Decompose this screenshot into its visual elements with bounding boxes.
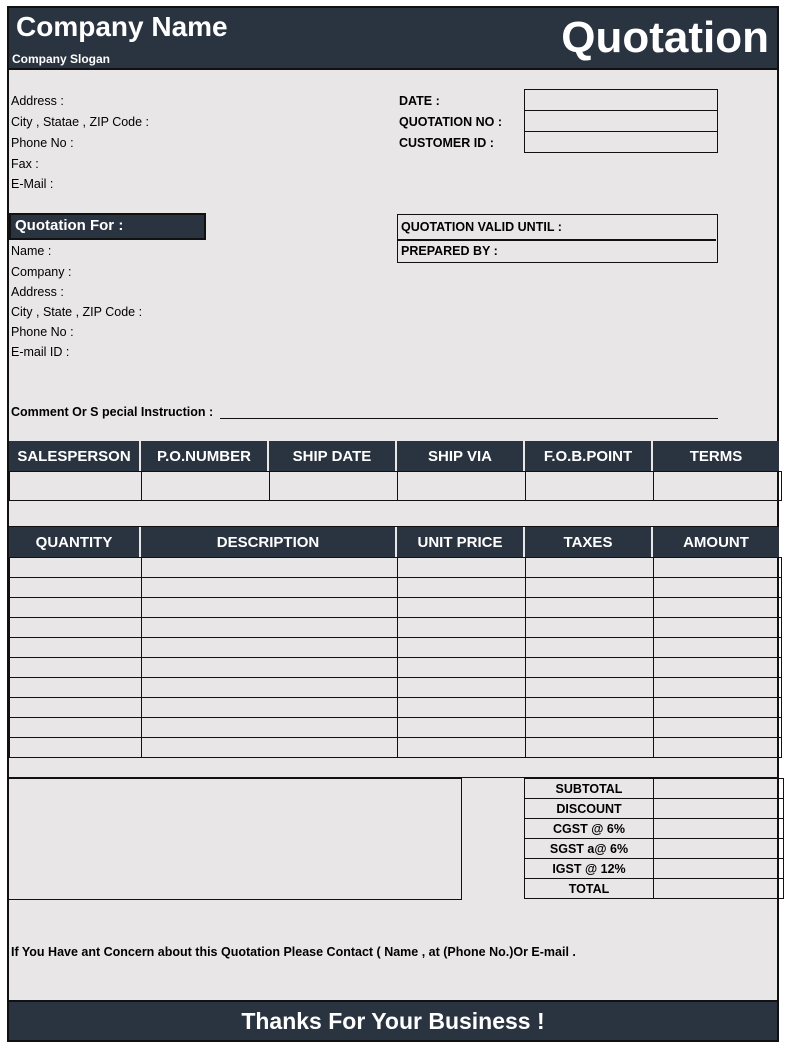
col-fob-point: F.O.B.POINT bbox=[525, 441, 653, 471]
validity-divider bbox=[398, 239, 716, 241]
quantity-cell[interactable] bbox=[10, 598, 142, 618]
unit-price-cell[interactable] bbox=[398, 618, 526, 638]
table-row bbox=[10, 738, 782, 758]
taxes-cell[interactable] bbox=[526, 618, 654, 638]
company-address-label: Address : bbox=[11, 94, 64, 108]
table-row bbox=[10, 658, 782, 678]
company-phone-label: Phone No : bbox=[11, 136, 74, 150]
amount-cell[interactable] bbox=[654, 578, 782, 598]
amount-cell[interactable] bbox=[654, 698, 782, 718]
footer-bar bbox=[9, 1000, 777, 1040]
quantity-cell[interactable] bbox=[10, 578, 142, 598]
unit-price-cell[interactable] bbox=[398, 578, 526, 598]
discount-value[interactable] bbox=[654, 799, 784, 819]
subtotal-label: SUBTOTAL bbox=[525, 779, 654, 799]
customer-id-label: CUSTOMER ID : bbox=[399, 136, 494, 150]
comment-line[interactable] bbox=[220, 418, 718, 419]
quantity-cell[interactable] bbox=[10, 558, 142, 578]
quotation-no-field[interactable] bbox=[524, 110, 718, 132]
company-city-label: City , Statae , ZIP Code : bbox=[11, 115, 150, 129]
unit-price-cell[interactable] bbox=[398, 658, 526, 678]
company-name: Company Name bbox=[16, 11, 228, 42]
table-row bbox=[10, 638, 782, 658]
table-row bbox=[10, 698, 782, 718]
date-label: DATE : bbox=[399, 94, 440, 108]
quantity-cell[interactable] bbox=[10, 658, 142, 678]
description-cell[interactable] bbox=[142, 598, 398, 618]
shipping-header bbox=[9, 441, 779, 471]
unit-price-cell[interactable] bbox=[398, 558, 526, 578]
sgst-value[interactable] bbox=[654, 839, 784, 859]
taxes-cell[interactable] bbox=[526, 638, 654, 658]
fob-point-cell[interactable] bbox=[526, 472, 654, 501]
discount-label: DISCOUNT bbox=[525, 799, 654, 819]
quantity-cell[interactable] bbox=[10, 618, 142, 638]
prepared-by-label: PREPARED BY : bbox=[401, 244, 498, 258]
items-header bbox=[9, 527, 779, 557]
description-cell[interactable] bbox=[142, 698, 398, 718]
taxes-cell[interactable] bbox=[526, 658, 654, 678]
sgst-label: SGST a@ 6% bbox=[525, 839, 654, 859]
contact-note: If You Have ant Concern about this Quotation Please Contact ( Name , at (Phone No.)Or E-mail . bbox=[11, 945, 576, 959]
col-ship-date: SHIP DATE bbox=[269, 441, 397, 471]
amount-cell[interactable] bbox=[654, 558, 782, 578]
col-taxes: TAXES bbox=[525, 527, 653, 557]
col-salesperson: SALESPERSON bbox=[9, 441, 141, 471]
col-terms: TERMS bbox=[689, 447, 743, 465]
table-row bbox=[10, 678, 782, 698]
total-label: TOTAL bbox=[525, 879, 654, 899]
taxes-cell[interactable] bbox=[526, 698, 654, 718]
amount-cell[interactable] bbox=[654, 638, 782, 658]
company-email-label: E-Mail : bbox=[11, 177, 54, 191]
table-row bbox=[10, 618, 782, 638]
unit-price-cell[interactable] bbox=[398, 718, 526, 738]
unit-price-cell[interactable] bbox=[398, 638, 526, 658]
taxes-cell[interactable] bbox=[526, 738, 654, 758]
col-quantity: QUANTITY bbox=[9, 527, 141, 557]
col-po-number: P.O.NUMBER bbox=[141, 441, 269, 471]
quantity-cell[interactable] bbox=[10, 678, 142, 698]
notes-box[interactable] bbox=[9, 778, 462, 900]
table-row bbox=[10, 558, 782, 578]
taxes-cell[interactable] bbox=[526, 718, 654, 738]
document-title: Quotation bbox=[561, 13, 769, 62]
table-row bbox=[10, 578, 782, 598]
col-ship-via: SHIP VIA bbox=[397, 441, 525, 471]
cgst-label: CGST @ 6% bbox=[525, 819, 654, 839]
unit-price-cell[interactable] bbox=[398, 678, 526, 698]
client-phone-label: Phone No : bbox=[11, 325, 74, 339]
amount-cell[interactable] bbox=[654, 718, 782, 738]
amount-cell[interactable] bbox=[654, 618, 782, 638]
salesperson-cell[interactable] bbox=[10, 472, 142, 501]
total-value[interactable] bbox=[654, 879, 784, 899]
unit-price-cell[interactable] bbox=[398, 738, 526, 758]
taxes-cell[interactable] bbox=[526, 578, 654, 598]
quantity-cell[interactable] bbox=[10, 738, 142, 758]
terms-cell[interactable] bbox=[654, 472, 782, 501]
description-cell[interactable] bbox=[142, 718, 398, 738]
date-field[interactable] bbox=[524, 89, 718, 111]
description-cell[interactable] bbox=[142, 638, 398, 658]
client-company-label: Company : bbox=[11, 265, 72, 279]
shipping-row bbox=[9, 471, 782, 501]
taxes-cell[interactable] bbox=[526, 558, 654, 578]
unit-price-cell[interactable] bbox=[398, 598, 526, 618]
amount-cell[interactable] bbox=[654, 658, 782, 678]
taxes-cell[interactable] bbox=[526, 678, 654, 698]
igst-value[interactable] bbox=[654, 859, 784, 879]
ship-via-cell[interactable] bbox=[398, 472, 526, 501]
table-row bbox=[10, 598, 782, 618]
col-amount: AMOUNT bbox=[683, 533, 749, 551]
col-description: DESCRIPTION bbox=[141, 527, 397, 557]
igst-label: IGST @ 12% bbox=[525, 859, 654, 879]
quotation-no-label: QUOTATION NO : bbox=[399, 115, 502, 129]
quantity-cell[interactable] bbox=[10, 638, 142, 658]
col-unit-price: UNIT PRICE bbox=[397, 527, 525, 557]
client-email-label: E-mail ID : bbox=[11, 345, 70, 359]
items-table bbox=[9, 557, 782, 758]
quantity-cell[interactable] bbox=[10, 698, 142, 718]
description-cell[interactable] bbox=[142, 618, 398, 638]
description-cell[interactable] bbox=[142, 738, 398, 758]
quantity-cell[interactable] bbox=[10, 718, 142, 738]
amount-cell[interactable] bbox=[654, 678, 782, 698]
valid-until-label: QUOTATION VALID UNTIL : bbox=[401, 220, 562, 234]
unit-price-cell[interactable] bbox=[398, 698, 526, 718]
header-divider bbox=[9, 68, 777, 70]
table-row bbox=[10, 718, 782, 738]
amount-cell[interactable] bbox=[654, 738, 782, 758]
taxes-cell[interactable] bbox=[526, 598, 654, 618]
company-slogan: Company Slogan bbox=[12, 52, 111, 66]
validity-box[interactable] bbox=[397, 214, 718, 263]
thanks-message: Thanks For Your Business ! bbox=[241, 1007, 545, 1034]
description-cell[interactable] bbox=[142, 678, 398, 698]
totals-table bbox=[524, 778, 784, 899]
company-fax-label: Fax : bbox=[11, 157, 39, 171]
client-city-label: City , State , ZIP Code : bbox=[11, 305, 143, 319]
quotation-sheet bbox=[7, 6, 779, 1042]
amount-cell[interactable] bbox=[654, 598, 782, 618]
po-number-cell[interactable] bbox=[142, 472, 270, 501]
description-cell[interactable] bbox=[142, 558, 398, 578]
cgst-value[interactable] bbox=[654, 819, 784, 839]
client-name-label: Name : bbox=[11, 244, 52, 258]
quotation-for-heading: Quotation For : bbox=[9, 213, 206, 240]
customer-id-field[interactable] bbox=[524, 131, 718, 153]
description-cell[interactable] bbox=[142, 658, 398, 678]
description-cell[interactable] bbox=[142, 578, 398, 598]
comment-label: Comment Or S pecial Instruction : bbox=[11, 405, 214, 419]
client-address-label: Address : bbox=[11, 285, 64, 299]
subtotal-value[interactable] bbox=[654, 779, 784, 799]
ship-date-cell[interactable] bbox=[270, 472, 398, 501]
